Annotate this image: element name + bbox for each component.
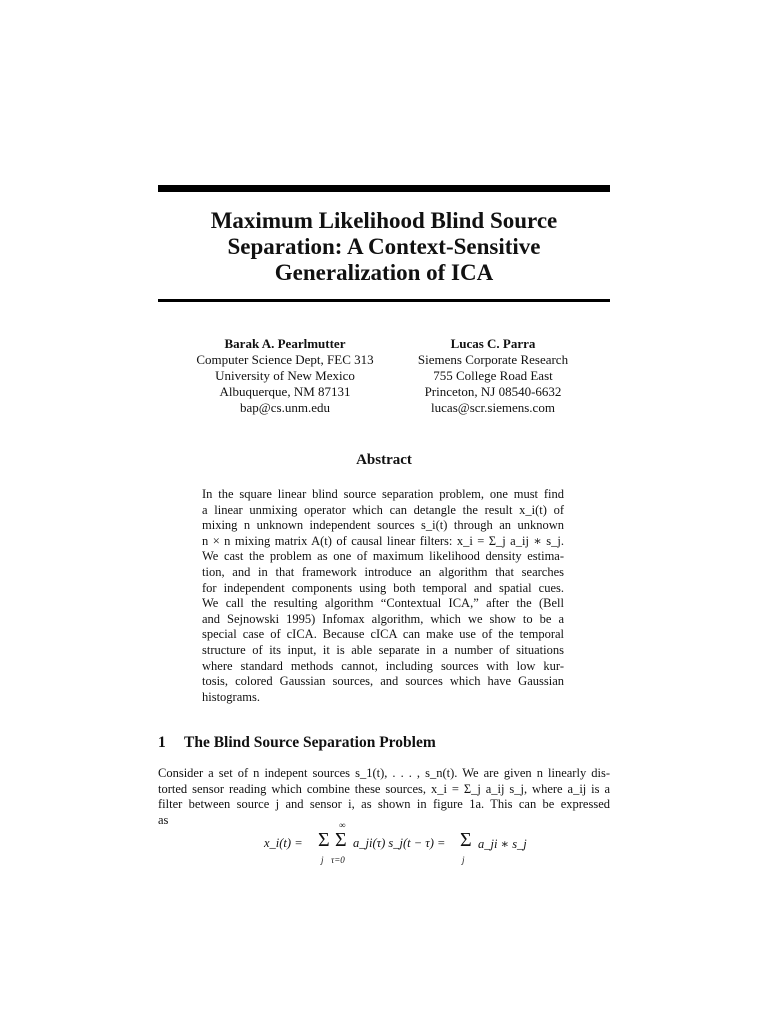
abstract-line: mixing n unknown independent sources s_i(t) through an unknown <box>202 518 564 533</box>
author-affiliation-line: 755 College Road East <box>433 368 553 383</box>
equation-sum-lower-limit: τ=0 <box>331 855 345 865</box>
abstract-line: tosis, colored Gaussian sources, and sources which have Gaussian <box>202 674 564 689</box>
section-number: 1 <box>158 734 166 751</box>
abstract-heading: Abstract <box>356 452 412 468</box>
body-line: filter between source j and sensor i, as shown in figure 1a. This can be expressed <box>158 797 610 812</box>
abstract-line: tion, and in that framework introduce an algorithm that searches <box>202 564 564 579</box>
equation-lhs: x_i(t) = <box>264 836 303 850</box>
equation-sum-lower-limit: j <box>321 855 324 865</box>
abstract-body <box>202 487 564 705</box>
abstract-line: for independent components using both temporal and spatial cues. <box>202 580 564 595</box>
abstract-line: histograms. <box>202 689 260 704</box>
abstract-line: We cast the problem as one of maximum likelihood density estima- <box>202 549 564 564</box>
title-bottom-rule <box>158 299 610 302</box>
body-line: torted sensor reading which combine these sources, x_i = Σ_j a_ij s_j, where a_ij is a <box>158 781 610 796</box>
author-affiliation-line: Albuquerque, NM 87131 <box>219 384 351 399</box>
top-rule <box>158 185 610 192</box>
author-affiliation-line: Princeton, NJ 08540-6632 <box>424 384 562 399</box>
equation-term: a_ji ∗ s_j <box>478 837 527 851</box>
abstract-line: a linear unmixing operator which can detangle the result x_i(t) of <box>202 502 564 517</box>
author-name: Barak A. Pearlmutter <box>224 336 346 351</box>
body-line: as <box>158 812 169 827</box>
display-equation <box>158 822 610 868</box>
body-line: Consider a set of n indepent sources s_1(t), . . . , s_n(t). We are given n linearly dis- <box>158 766 610 780</box>
section-heading <box>158 734 436 752</box>
title-line: Separation: A Context-Sensitive <box>227 234 541 259</box>
equation-sum-symbol: Σ <box>460 829 472 851</box>
equation-term: a_ji(τ) s_j(t − τ) = <box>353 836 446 850</box>
author-affiliation-line: University of New Mexico <box>215 368 355 383</box>
author-email: bap@cs.unm.edu <box>240 400 330 415</box>
abstract-line: where standard methods cannot, including sources with low kur- <box>202 658 564 673</box>
abstract-line: We call the resulting algorithm “Contextual ICA,” after the (Bell <box>202 596 564 611</box>
paper-title <box>158 208 610 286</box>
author-block <box>388 336 598 416</box>
equation-sum-lower-limit: j <box>462 855 465 865</box>
abstract-line: special case of cICA. Because cICA can make use of the temporal <box>202 627 564 642</box>
equation-sum-symbol: Σ <box>335 829 347 851</box>
abstract-line: structure of its input, it is able separate in a number of situations <box>202 642 564 657</box>
abstract-line: n × n mixing matrix A(t) of causal linear filters: x_i = Σ_j a_ij ∗ s_j. <box>202 533 564 548</box>
equation-sum-symbol: Σ <box>318 829 330 851</box>
section-title: The Blind Source Separation Problem <box>184 734 436 751</box>
title-line: Maximum Likelihood Blind Source <box>210 208 558 233</box>
equation-sum-upper-limit: ∞ <box>339 820 346 830</box>
author-affiliation-line: Computer Science Dept, FEC 313 <box>196 352 374 367</box>
author-affiliation-line: Siemens Corporate Research <box>417 352 569 367</box>
author-email: lucas@scr.siemens.com <box>431 400 555 415</box>
title-line: Generalization of ICA <box>274 260 494 285</box>
abstract-line: In the square linear blind source separation problem, one must find <box>202 487 564 501</box>
author-block <box>180 336 390 416</box>
author-name: Lucas C. Parra <box>450 336 536 351</box>
section-body <box>158 766 610 828</box>
abstract-line: and Sejnowski 1995) Infomax algorithm, which we show to be a <box>202 611 564 626</box>
